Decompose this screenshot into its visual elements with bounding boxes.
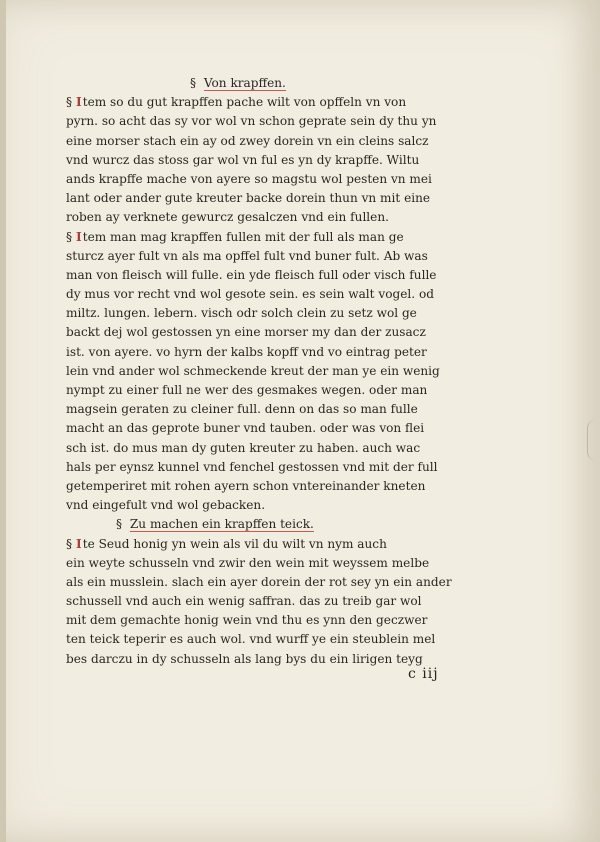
text-line: macht an das geprote buner vnd tauben. oder was von flei [66, 421, 425, 436]
rubricated-initial: I [76, 229, 82, 244]
text-line: man von fleisch will fulle. ein yde fleisch full oder visch fulle [66, 267, 437, 282]
heading-krapffen-teick: Zu machen ein krapffen teick. [129, 517, 314, 532]
line-text: te Seud honig yn wein als vil du wilt vn nym auch [82, 536, 387, 551]
text-line [66, 535, 456, 554]
text-line: roben ay verknete gewurcz gesalczen vnd ein fullen. [66, 210, 389, 225]
line-text: tem so du gut krapffen pache wilt von opffeln vn von [82, 95, 407, 110]
section-mark: § [190, 76, 197, 90]
paragraph-1 [66, 93, 456, 227]
text-line: dy mus vor recht vnd wol gesote sein. es sein walt vogel. od [66, 287, 434, 302]
paragraph-3 [66, 535, 456, 669]
folio-number: c iij [408, 666, 439, 682]
text-line: pyrn. so acht das sy vor wol vn schon geprate sein dy thu yn [66, 114, 437, 129]
text-line: hals per eynsz kunnel vnd fenchel gestossen vnd mit der full [66, 459, 438, 474]
text-line: magsein geraten zu cleiner full. denn on das so man fulle [66, 402, 418, 417]
text-line: lant oder ander gute kreuter backe dorein thun vn mit eine [66, 191, 431, 206]
rubricated-initial: I [76, 536, 82, 551]
text-line: ten teick teperir es auch wol. vnd wurff ye ein steublein mel [66, 632, 436, 647]
text-line: lein vnd ander wol schmeckende kreut der man ye ein wenig [66, 363, 440, 378]
heading-von-krapffen: Von krapffen. [203, 76, 286, 90]
text-line: miltz. lungen. lebern. visch odr solch clein zu setz wol ge [66, 306, 417, 321]
text-line: eine morser stach ein ay od zwey dorein vn ein cleins salcz [66, 133, 429, 148]
text-line [66, 228, 456, 247]
text-line: mit dem gemachte honig wein vnd thu es ynn den geczwer [66, 613, 428, 628]
page-fold-mark [587, 420, 600, 460]
section-mark: § [66, 536, 73, 551]
text-line: sturcz ayer fult vn als ma opffel fult vnd buner fult. Ab was [66, 248, 428, 263]
section-mark: § [66, 229, 73, 244]
text-line: ist. von ayere. vo hyrn der kalbs kopff vnd vo eintrag peter [66, 344, 427, 359]
heading-line-1 [66, 74, 456, 93]
page-binding-edge [0, 0, 6, 842]
text-line: getemperiret mit rohen ayern schon vntereinander kneten [66, 478, 426, 493]
text-line: vnd eingefult vnd wol gebacken. [66, 498, 266, 513]
text-line: schussell vnd auch ein wenig saffran. das zu treib gar wol [66, 594, 422, 609]
text-line: nympt zu einer full ne wer des gesmakes wegen. oder man [66, 383, 428, 397]
text-line: backt dej wol gestossen yn eine morser my dan der zusacz [66, 325, 426, 340]
text-line: als ein musslein. slach ein ayer dorein der rot sey yn ein ander [66, 574, 452, 589]
paragraph-2 [66, 228, 456, 516]
text-line: bes darczu in dy schusseln als lang bys du ein lirigen teyg [66, 651, 423, 666]
heading-line-2 [66, 515, 456, 534]
text-line: ands krapffe mache von ayere so magstu wol pesten vn mei [66, 171, 432, 186]
line-text: tem man mag krapffen fullen mit der full als man ge [82, 229, 404, 244]
rubricated-initial: I [76, 95, 82, 110]
section-mark: § [66, 95, 73, 110]
text-line: sch ist. do mus man dy guten kreuter zu haben. auch wac [66, 440, 421, 455]
main-text-block [66, 74, 456, 669]
text-line [66, 93, 456, 112]
text-line: ein weyte schusseln vnd zwir den wein mit weyssem melbe [66, 555, 430, 570]
text-line: vnd wurcz das stoss gar wol vn ful es yn dy krapffe. Wiltu [66, 152, 420, 167]
section-mark: § [116, 517, 123, 532]
